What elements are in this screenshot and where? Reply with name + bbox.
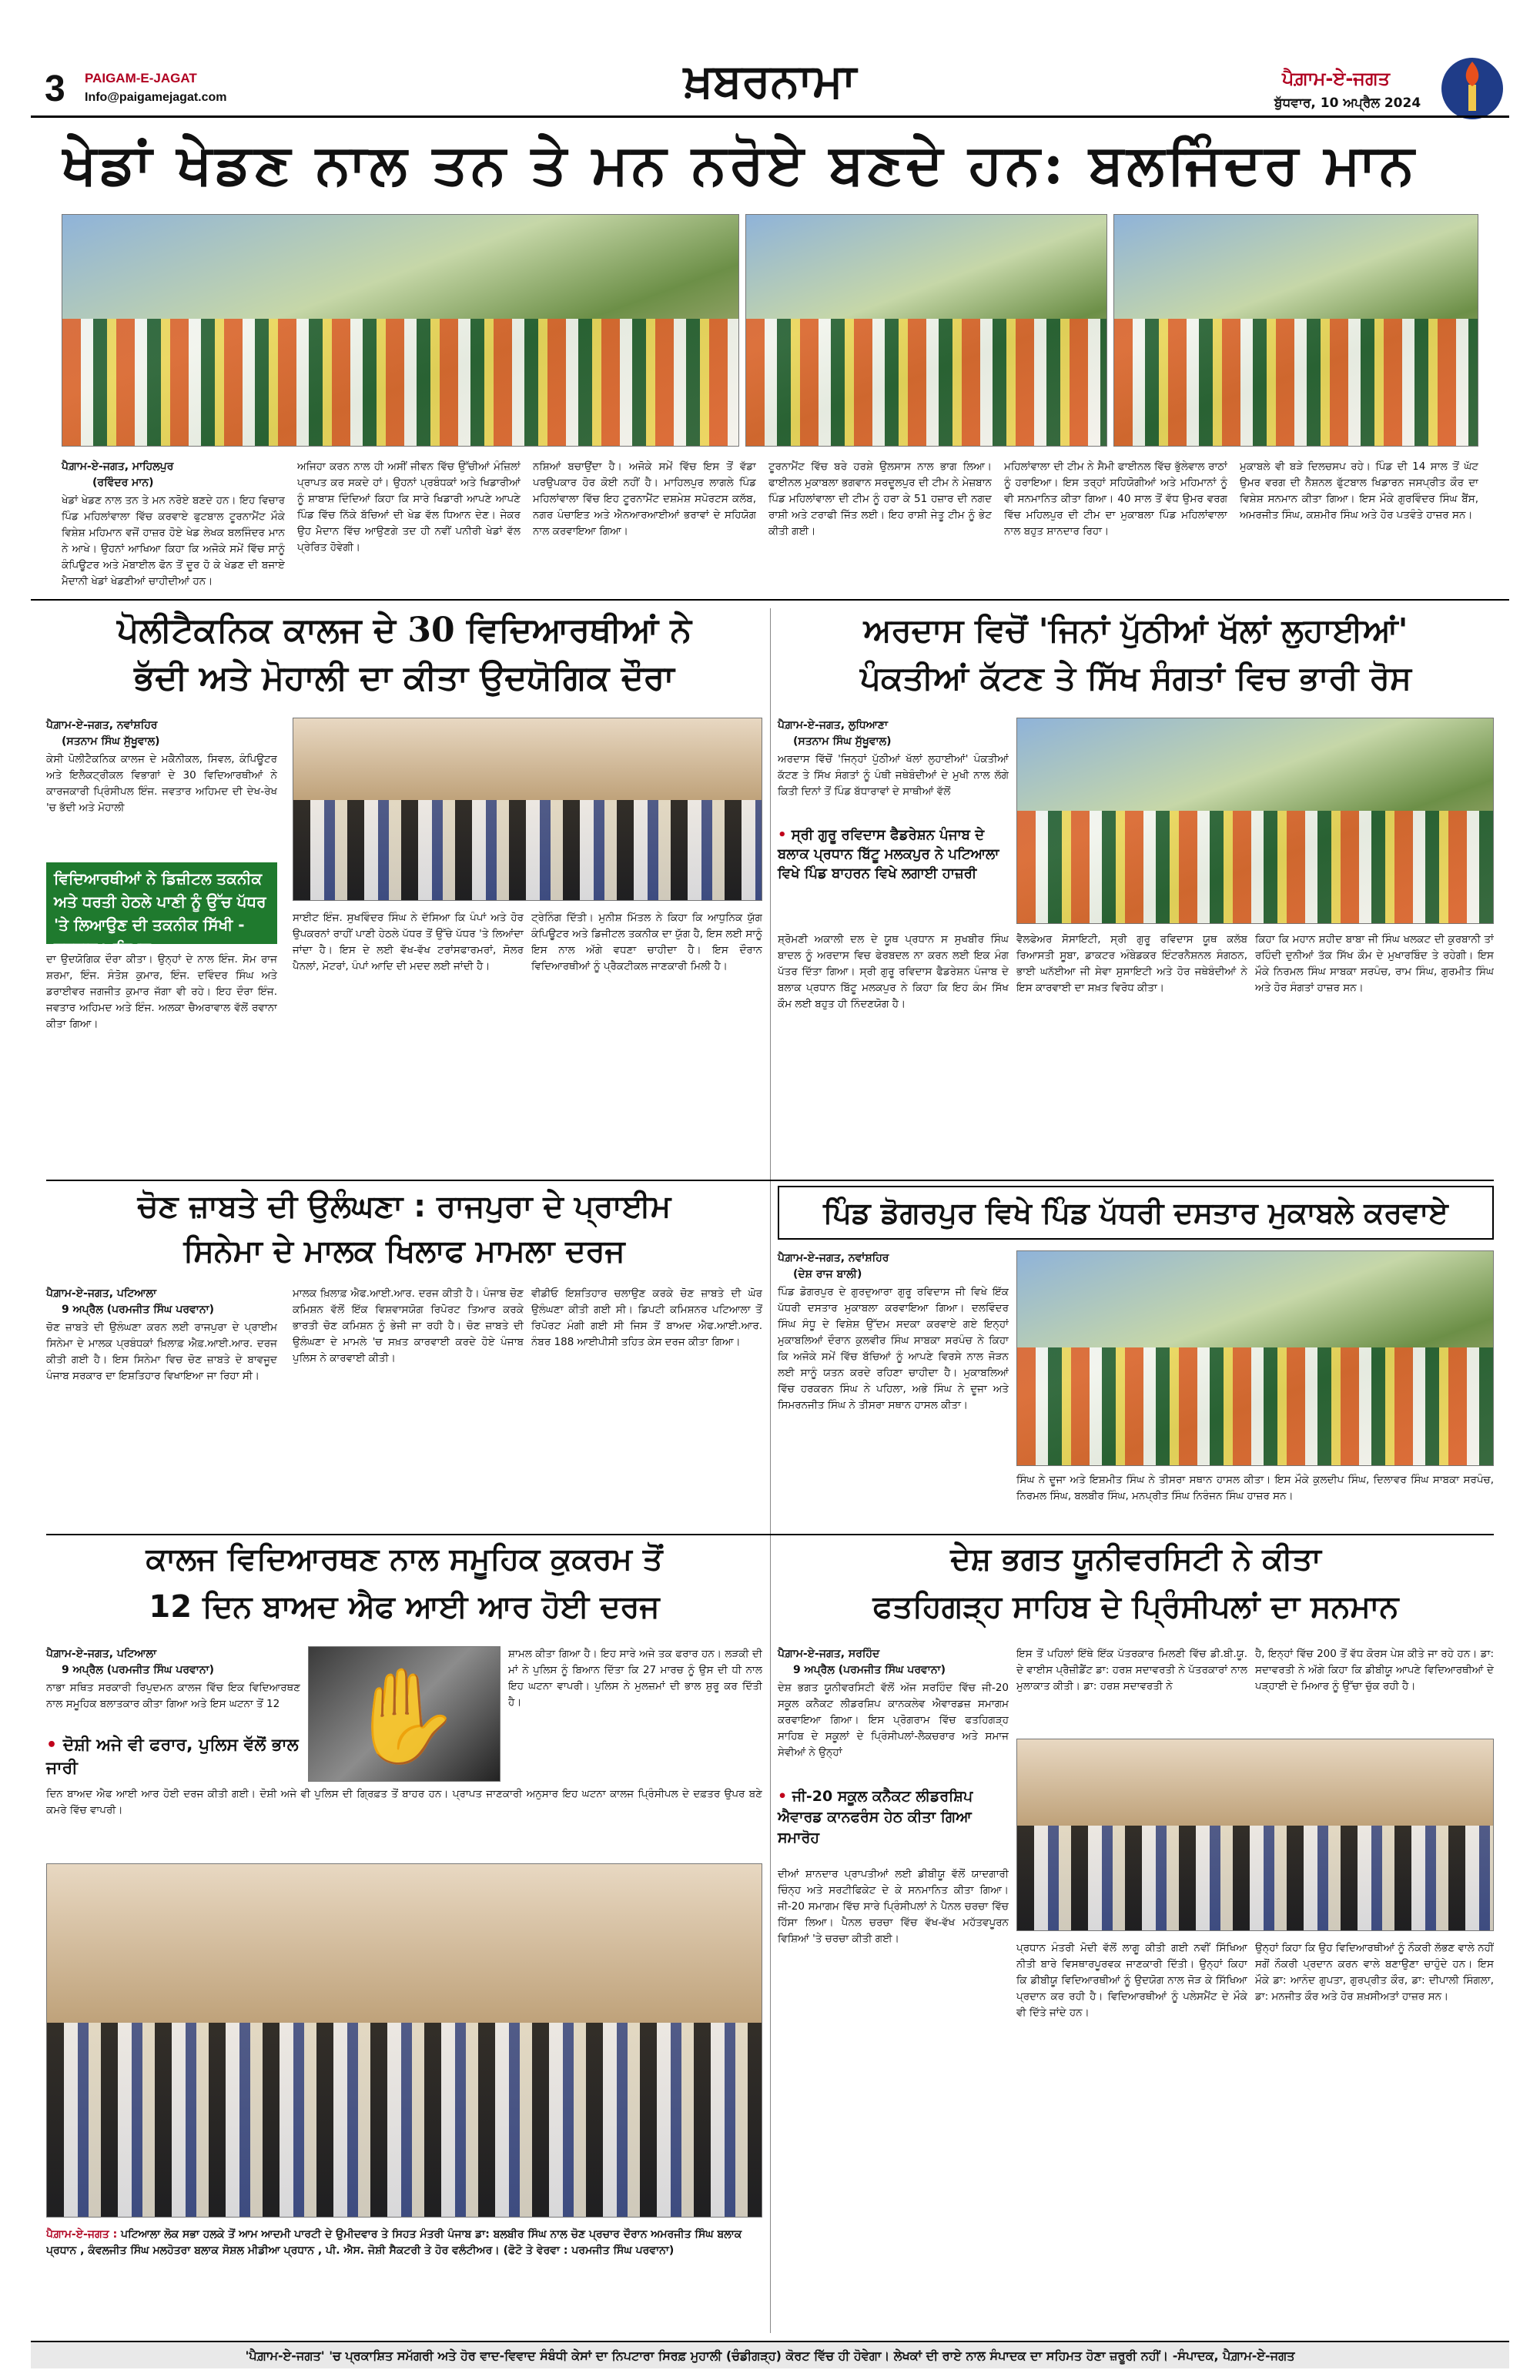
logo-text: ਪੈਗ਼ਾਮ-ਏ-ਜਗਤ	[1282, 68, 1391, 89]
section-title: ਖ਼ਬਰਨਾਮਾ	[683, 54, 857, 108]
story6-subhead	[46, 1734, 300, 1782]
story7-subhead	[778, 1786, 1009, 1862]
divider	[46, 1180, 1494, 1181]
story6-headline-line1: ਕਾਲਜ ਵਿਦਿਆਰਥਣ ਨਾਲ ਸਮੂਹਿਕ ਕੁਕਰਮ ਤੋਂ	[146, 1541, 663, 1577]
story6-column-2: ਸ਼ਾਮਲ ਕੀਤਾ ਗਿਆ ਹੈ। ਇਹ ਸਾਰੇ ਅਜੇ ਤਕ ਫਰਾਰ ਹਨ। ਲੜਕੀ ਦੀ ਮਾਂ ਨੇ ਪੁਲਿਸ ਨੂੰ ਬਿਆਨ ਦਿੱਤਾ ਕਿ 27 ਮਾਰਚ ਨੂੰ ਉਸ ਦੀ ਧੀ ਨਾਲ ਇਹ ਘਟਨਾ ਵਾਪਰੀ। ਪੁਲਿਸ ਨੇ ਮੁਲਜ਼ਮਾਂ ਦੀ ਭਾਲ ਸ਼ੁਰੂ ਕਰ ਦਿੱਤੀ ਹੈ।	[508, 1648, 762, 1709]
story5-caption: ਸਿੰਘ ਨੇ ਦੂਜਾ ਅਤੇ ਇਸ਼ਮੀਤ ਸਿੰਘ ਨੇ ਤੀਸਰਾ ਸਥਾਨ ਹਾਸਲ ਕੀਤਾ। ਇਸ ਮੌਕੇ ਕੁਲਦੀਪ ਸਿੰਘ, ਦਿਲਾਵਰ ਸਿੰਘ ਸਾਬਕਾ ਸਰਪੰਚ, ਨਿਰਮਲ ਸਿੰਘ, ਬਲਬੀਰ ਸਿੰਘ, ਮਨਪ੍ਰੀਤ ਸਿੰਘ ਨਿਰੰਜਨ ਸਿੰਘ ਹਾਜ਼ਰ ਸਨ।	[1016, 1474, 1494, 1502]
story3-intro: ਅਰਦਾਸ ਵਿੱਚੋਂ 'ਜਿਨ੍ਹਾਂ ਪੁੱਠੀਆਂ ਖੱਲਾਂ ਲੁਹਾਈਆਂ' ਪੰਕਤੀਆਂ ਕੱਟਣ ਤੇ ਸਿੱਖ ਸੰਗਤਾਂ ਨੂੰ ਪੰਥੀ ਜਥੇਬੰਦੀਆਂ ਦੇ ਮੁਖੀ ਨਾਲ ਲੱਗੇ ਕਿਤੀ ਦਿਨਾਂ ਤੋਂ ਪਿੰਡ ਬੱਧਾਰਾਵਾਂ ਦੇ ਸਾਥੀਆਂ ਵੱਲੋਂ	[778, 753, 1009, 798]
story3-column-2: ਵੈਲਫੇਅਰ ਸੋਸਾਇਟੀ, ਸ੍ਰੀ ਗੁਰੂ ਰਵਿਦਾਸ ਯੂਥ ਕਲੱਬ ਰਿਆਸਤੀ ਸੂਬਾ, ਡਾਕਟਰ ਅੰਬੇਡਕਰ ਇੰਟਰਨੈਸ਼ਨਲ ਸੰਗਠਨ, ਭਾਈ ਘਨੱਈਆ ਜੀ ਸੇਵਾ ਸੁਸਾਇਟੀ ਅਤੇ ਹੋਰ ਜਥੇਬੰਦੀਆਂ ਨੇ ਇਸ ਕਾਰਵਾਈ ਦਾ ਸਖ਼ਤ ਵਿਰੋਧ ਕੀਤਾ।	[1016, 933, 1247, 994]
story6-reporter: 9 ਅਪ੍ਰੈਲ (ਪਰਮਜੀਤ ਸਿੰਘ ਪਰਵਾਨਾ)	[62, 1664, 214, 1676]
story7-dateline: ਪੈਗ਼ਾਮ-ਏ-ਜਗਤ, ਸਰਹਿੰਦ	[778, 1648, 880, 1660]
story1-reporter: (ਰਵਿੰਦਰ ਮਾਨ)	[92, 477, 154, 489]
column-divider	[770, 608, 771, 2333]
story6-column-1: ਦਿਨ ਬਾਅਦ ਐਫ ਆਈ ਆਰ ਹੋਈ ਦਰਜ ਕੀਤੀ ਗਈ। ਦੋਸ਼ੀ ਅਜੇ ਵੀ ਪੁਲਿਸ ਦੀ ਗ੍ਰਿਫ਼ਤ ਤੋਂ ਬਾਹਰ ਹਨ। ਪ੍ਰਾਪਤ ਜਾਣਕਾਰੀ ਅਨੁਸਾਰ ਇਹ ਘਟਨਾ ਕਾਲਜ ਪ੍ਰਿੰਸੀਪਲ ਦੇ ਦਫ਼ਤਰ ਉਪਰ ਬਣੇ ਕਮਰੇ ਵਿੱਚ ਵਾਪਰੀ।	[46, 1788, 762, 1816]
masthead-rule	[31, 115, 1509, 118]
divider	[31, 599, 1509, 601]
story6-subhead-text: ਦੋਸ਼ੀ ਅਜੇ ਵੀ ਫਰਾਰ, ਪੁਲਿਸ ਵੱਲੋਂ ਭਾਲ ਜਾਰੀ	[46, 1736, 299, 1778]
story7-intro-3: ਹੈ, ਇਨ੍ਹਾਂ ਵਿੱਚ 200 ਤੋਂ ਵੱਧ ਕੋਰਸ ਪੇਸ਼ ਕੀਤੇ ਜਾ ਰਹੇ ਹਨ। ਡਾ: ਸਦਾਵਰਤੀ ਨੇ ਅੱਗੇ ਕਿਹਾ ਕਿ ਡੀਬੀਯੂ ਆਪਣੇ ਵਿਦਿਆਰਥੀਆਂ ਦੇ ਪੜ੍ਹਾਈ ਦੇ ਮਿਆਰ ਨੂੰ ਉੱਚਾ ਚੁੱਕ ਰਹੀ ਹੈ।	[1255, 1648, 1494, 1692]
story7-headline-line1: ਦੇਸ਼ ਭਗਤ ਯੂਨੀਵਰਸਿਟੀ ਨੇ ਕੀਤਾ	[950, 1541, 1321, 1577]
story4-column-1: ਚੋਣ ਜ਼ਾਬਤੇ ਦੀ ਉਲੰਘਣਾ ਕਰਨ ਲਈ ਰਾਜਪੁਰਾ ਦੇ ਪ੍ਰਾਈਮ ਸਿਨੇਮਾ ਦੇ ਮਾਲਕ ਪ੍ਰਬੰਧਕਾਂ ਖ਼ਿਲਾਫ਼ ਐਫ਼.ਆਈ.ਆਰ. ਦਰਜ ਕੀਤੀ ਗਈ ਹੈ। ਇਸ ਸਿਨੇਮਾ ਵਿਚ ਚੋਣ ਜ਼ਾਬਤੇ ਦੇ ਬਾਵਜੂਦ ਪੰਜਾਬ ਸਰਕਾਰ ਦਾ ਇਸ਼ਤਿਹਾਰ ਵਿਖਾਇਆ ਜਾ ਰਿਹਾ ਸੀ।	[46, 1321, 277, 1382]
photo-credit: (ਫੋਟੋ ਤੇ ਵੇਰਵਾ : ਪਰਮਜੀਤ ਸਿੰਘ ਪਰਵਾਨਾ)	[503, 2244, 675, 2257]
story7-column-2: ਪ੍ਰਧਾਨ ਮੰਤਰੀ ਮੋਦੀ ਵੱਲੋਂ ਲਾਗੂ ਕੀਤੀ ਗਈ ਨਵੀਂ ਸਿੱਖਿਆ ਨੀਤੀ ਬਾਰੇ ਵਿਸਥਾਰਪੂਰਵਕ ਜਾਣਕਾਰੀ ਦਿੱਤੀ। ਉਨ੍ਹਾਂ ਕਿਹਾ ਕਿ ਡੀਬੀਯੂ ਵਿਦਿਆਰਥੀਆਂ ਨੂੰ ਉਦਯੋਗ ਨਾਲ ਜੋੜ ਕੇ ਸਿੱਖਿਆ ਪ੍ਰਦਾਨ ਕਰ ਰਹੀ ਹੈ। ਵਿਦਿਆਰਥੀਆਂ ਨੂੰ ਪਲੇਸਮੈਂਟ ਦੇ ਮੌਕੇ ਵੀ ਦਿੱਤੇ ਜਾਂਦੇ ਹਨ।	[1016, 1942, 1247, 2019]
story2-pull-quote: ਵਿਦਿਆਰਥੀਆਂ ਨੇ ਡਿਜ਼ੀਟਲ ਤਕਨੀਕ ਅਤੇ ਧਰਤੀ ਹੇਠਲੇ ਪਾਣੀ ਨੂੰ ਉੱਚ ਪੱਧਰ 'ਤੇ ਲਿਆਉਣ ਦੀ ਤਕਨੀਕ ਸਿੱਖੀ - ਜਵਤਾਰ ਅਹਿਮਦ	[46, 862, 277, 944]
story3-headline-line1: ਅਰਦਾਸ ਵਿਚੋਂ 'ਜਿਨਾਂ ਪੁੱਠੀਆਂ ਖੱਲਾਂ ਲੁਹਾਈਆਂ'	[863, 611, 1408, 649]
story3-column-3: ਕਿਹਾ ਕਿ ਮਹਾਨ ਸ਼ਹੀਦ ਬਾਬਾ ਜੀ ਸਿੰਘ ਖਲਕਟ ਦੀ ਕੁਰਬਾਨੀ ਤਾਂ ਰਹਿੰਦੀ ਦੁਨੀਆਂ ਤੱਕ ਸਿੱਖ ਕੌਮ ਦੇ ਮੁਖਾਰਬਿੰਦ ਤੇ ਰਹੇਗੀ। ਇਸ ਮੌਕੇ ਨਿਰਮਲ ਸਿੰਘ ਸਾਬਕਾ ਸਰਪੰਚ, ਰਾਮ ਸਿੰਘ, ਗੁਰਮੀਤ ਸਿੰਘ ਅਤੇ ਹੋਰ ਸੰਗਤਾਂ ਹਾਜ਼ਰ ਸਨ।	[1255, 933, 1494, 994]
campaign-group-photo	[46, 1863, 762, 2218]
bullet-icon: •	[46, 1736, 63, 1755]
story4-dateline: ਪੈਗ਼ਾਮ-ਏ-ਜਗਤ, ਪਟਿਆਲਾ	[46, 1287, 157, 1300]
lead-headline: ਖੇਡਾਂ ਖੇਡਣ ਨਾਲ ਤਨ ਤੇ ਮਨ ਨਰੋਏ ਬਣਦੇ ਹਨ: ਬਲਜਿੰਦਰ ਮਾਨ	[62, 131, 1418, 196]
story1-column-4: ਟੂਰਨਾਮੈਂਟ ਵਿੱਚ ਬਰੇ ਹਰਸ਼ੇ ਉਲਸਾਸ ਨਾਲ ਭਾਗ ਲਿਆ। ਫਾਈਨਲ ਮੁਕਾਬਲਾ ਭਗਵਾਨ ਸਰਦੂਲਪੁਰ ਦੀ ਟੀਮ ਨੇ ਮੇਜ਼ਬਾਨ ਪਿੰਡ ਮਹਿਲਾਂਵਾਲਾ ਦੀ ਟੀਮ ਨੂੰ ਹਰਾ ਕੇ 51 ਹਜ਼ਾਰ ਦੀ ਨਗਦ ਰਾਸ਼ੀ ਅਤੇ ਟਰਾਫੀ ਜਿੱਤ ਲਈ। ਇਹ ਰਾਸ਼ੀ ਜੇਤੂ ਟੀਮ ਨੂੰ ਭੇਟ ਕੀਤੀ ਗਈ।	[768, 460, 992, 537]
story1-column-5: ਮਹਿਲਾਂਵਾਲਾ ਦੀ ਟੀਮ ਨੇ ਸੈਮੀ ਫਾਈਨਲ ਵਿੱਚ ਭੁੱਲੇਵਾਲ ਰਾਠਾਂ ਨੂੰ ਹਰਾਇਆ। ਇਸ ਤਰ੍ਹਾਂ ਸਹਿਯੋਗੀਆਂ ਅਤੇ ਮਹਿਮਾਨਾਂ ਨੂੰ ਵੀ ਸਨਮਾਨਿਤ ਕੀਤਾ ਗਿਆ। 40 ਸਾਲ ਤੋਂ ਵੱਧ ਉਮਰ ਵਰਗ ਵਿੱਚ ਮਹਿਲਪੁਰ ਦੀ ਟੀਮ ਦਾ ਮੁਕਾਬਲਾ ਪਿੰਡ ਮਹਿਲਾਂਵਾਲਾ ਨਾਲ ਬਹੁਤ ਸ਼ਾਨਦਾਰ ਰਿਹਾ।	[1004, 460, 1227, 537]
protest-group-photo	[1016, 718, 1494, 924]
bullet-icon: •	[778, 827, 792, 843]
brand-name: PAIGAM-E-JAGAT	[85, 71, 197, 85]
story7-subhead-text: ਜੀ-20 ਸਕੂਲ ਕਨੈਕਟ ਲੀਡਰਸ਼ਿਪ ਐਵਾਰਡ ਕਾਨਫਰੰਸ ਹੇਠ ਕੀਤਾ ਗਿਆ ਸਮਾਰੋਹ	[778, 1788, 973, 1846]
caption-lead: ਪੈਗ਼ਾਮ-ਏ-ਜਗਤ :	[46, 2228, 118, 2241]
story2-intro: ਕੇਸੀ ਪੋਲੀਟੈਕਨਿਕ ਕਾਲਜ ਦੇ ਮਕੈਨੀਕਲ, ਸਿਵਲ, ਕੰਪਿਊਟਰ ਅਤੇ ਇਲੈਕਟ੍ਰੀਕਲ ਵਿਭਾਗਾਂ ਦੇ 30 ਵਿਦਿਆਰਥੀਆਂ ਨੇ ਕਾਰਜਕਾਰੀ ਪ੍ਰਿੰਸੀਪਲ ਇੰਜ. ਜਵਤਾਰ ਅਹਿਮਦ ਦੀ ਦੇਖ-ਰੇਖ 'ਚ ਭੱਦੀ ਅਤੇ ਮੋਹਾਲੀ	[46, 753, 277, 814]
story7-intro-2: ਇਸ ਤੋਂ ਪਹਿਲਾਂ ਇੱਥੇ ਇੱਕ ਪੱਤਰਕਾਰ ਮਿਲਣੀ ਵਿੱਚ ਡੀ.ਬੀ.ਯੂ. ਦੇ ਵਾਈਸ ਪ੍ਰੈਜ਼ੀਡੈਂਟ ਡਾ: ਹਰਸ਼ ਸਦਾਵਰਤੀ ਨੇ ਪੱਤਰਕਾਰਾਂ ਨਾਲ ਮੁਲਾਕਾਤ ਕੀਤੀ। ਡਾ: ਹਰਸ਼ ਸਦਾਵਰਤੀ ਨੇ	[1016, 1648, 1247, 1692]
story5-headline: ਪਿੰਡ ਡੋਗਰਪੁਰ ਵਿਖੇ ਪਿੰਡ ਪੱਧਰੀ ਦਸਤਾਰ ਮੁਕਾਬਲੇ ਕਰਵਾਏ	[778, 1186, 1494, 1240]
caption-text: ਪਟਿਆਲਾ ਲੋਕ ਸਭਾ ਹਲਕੇ ਤੋਂ ਆਮ ਆਦਮੀ ਪਾਰਟੀ ਦੇ ਉਮੀਦਵਾਰ ਤੇ ਸਿਹਤ ਮੰਤਰੀ ਪੰਜਾਬ ਡਾ: ਬਲਬੀਰ ਸਿੰਘ ਨਾਲ ਚੋਣ ਪ੍ਰਚਾਰ ਦੌਰਾਨ ਅਮਰਜੀਤ ਸਿੰਘ ਬਲਾਕ ਪ੍ਰਧਾਨ , ਕੰਵਲਜੀਤ ਸਿੰਘ ਮਲਹੋਤਰਾ ਬਲਾਕ ਸੋਸ਼ਲ ਮੀਡੀਆ ਪ੍ਰਧਾਨ , ਪੀ. ਐਸ. ਜੋਸ਼ੀ ਸੈਕਟਰੀ ਤੇ ਹੋਰ ਵਲੰਟੀਅਰ।	[46, 2228, 742, 2257]
story5-dateline: ਪੈਗ਼ਾਮ-ਏ-ਜਗਤ, ਨਵਾਂਸ਼ਹਿਰ	[778, 1252, 889, 1264]
story5-reporter: (ਦੇਸ਼ ਰਾਜ ਬਾਲੀ)	[793, 1268, 862, 1280]
story2-column-1: ਦਾ ਉਦਯੋਗਿਕ ਦੌਰਾ ਕੀਤਾ। ਉਨ੍ਹਾਂ ਦੇ ਨਾਲ ਇੰਜ. ਸੋਮ ਰਾਜ ਸ਼ਰਮਾ, ਇੰਜ. ਸੰਤੋਸ਼ ਕੁਮਾਰ, ਇੰਜ. ਦਵਿੰਦਰ ਸਿੰਘ ਅਤੇ ਡਰਾਈਵਰ ਜਗਜੀਤ ਕੁਮਾਰ ਜੱਗਾ ਵੀ ਰਹੇ। ਇਹ ਦੌਰਾ ਇੰਜ. ਜਵਤਾਰ ਅਹਿਮਦ ਅਤੇ ਇੰਜ. ਅਲਕਾ ਚੈਅਰਾਵਾਲ ਵੱਲੋਂ ਰਵਾਨਾ ਕੀਤਾ ਗਿਆ।	[46, 953, 277, 1030]
story2-column-2: ਸਾਈਟ ਇੰਜ. ਸੁਖਵਿੰਦਰ ਸਿੰਘ ਨੇ ਦੱਸਿਆ ਕਿ ਪੰਪਾਂ ਅਤੇ ਹੋਰ ਉਪਕਰਨਾਂ ਰਾਹੀਂ ਪਾਣੀ ਹੇਠਲੇ ਪੱਧਰ ਤੋਂ ਉੱਚੇ ਪੱਧਰ 'ਤੇ ਲਿਆਂਦਾ ਜਾਂਦਾ ਹੈ। ਇਸ ਦੇ ਲਈ ਵੱਖ-ਵੱਖ ਟਰਾਂਸਫਾਰਮਰਾਂ, ਸੋਲਰ ਪੈਨਲਾਂ, ਮੋਟਰਾਂ, ਪੰਪਾਂ ਆਦਿ ਦੀ ਮਦਦ ਲਈ ਜਾਂਦੀ ਹੈ।	[293, 912, 524, 972]
football-award-photo	[745, 214, 1107, 447]
page-number: 3	[45, 69, 65, 109]
bottom-photo-caption	[46, 2227, 762, 2327]
story4-column-2: ਮਾਲਕ ਖ਼ਿਲਾਫ਼ ਐਫ.ਆਈ.ਆਰ. ਦਰਜ ਕੀਤੀ ਹੈ। ਪੰਜਾਬ ਚੋਣ ਕਮਿਸ਼ਨ ਵੱਲੋਂ ਇੱਕ ਵਿਸ਼ਵਾਸਯੋਗ ਰਿਪੋਰਟ ਤਿਆਰ ਕਰਕੇ ਭਾਰਤੀ ਚੋਣ ਕਮਿਸ਼ਨ ਨੂੰ ਭੇਜੀ ਜਾ ਰਹੀ ਹੈ। ਚੋਣ ਜ਼ਾਬਤੇ ਦੀ ਉਲੰਘਣਾ ਦੇ ਮਾਮਲੇ 'ਚ ਸਖ਼ਤ ਕਾਰਵਾਈ ਕਰਦੇ ਹੋਏ ਪੰਜਾਬ ਪੁਲਿਸ ਨੇ ਕਾਰਵਾਈ ਕੀਤੀ।	[293, 1287, 524, 1364]
story3-column-1: ਸ਼੍ਰੋਮਣੀ ਅਕਾਲੀ ਦਲ ਦੇ ਯੂਥ ਪ੍ਰਧਾਨ ਸ ਸੁਖਬੀਰ ਸਿੰਘ ਬਾਦਲ ਨੂੰ ਅਰਦਾਸ ਵਿਚ ਫੇਰਬਦਲ ਨਾ ਕਰਨ ਲਈ ਇਕ ਮੰਗ ਪੱਤਰ ਦਿੱਤਾ ਗਿਆ। ਸ੍ਰੀ ਗੁਰੂ ਰਵਿਦਾਸ ਫੈਡਰੇਸ਼ਨ ਪੰਜਾਬ ਦੇ ਬਲਾਕ ਪ੍ਰਧਾਨ ਬਿੱਟੂ ਮਲਕਪੁਰ ਨੇ ਕਿਹਾ ਕਿ ਇਹ ਕੰਮ ਸਿੱਖ ਕੌਮ ਲਈ ਬਹੁਤ ਹੀ ਨਿੰਦਣਯੋਗ ਹੈ।	[778, 933, 1009, 1010]
contact-email[interactable]: Info@paigamejagat.com	[85, 91, 227, 104]
story3-headline-line2: ਪੰਕਤੀਆਂ ਕੱਟਣ ਤੇ ਸਿੱਖ ਸੰਗਤਾਂ ਵਿਚ ਭਾਰੀ ਰੋਸ	[860, 659, 1411, 697]
university-felicitation-photo	[1016, 1739, 1494, 1931]
hand-icon: ✋	[346, 1662, 462, 1770]
story7-reporter: 9 ਅਪ੍ਰੈਲ (ਪਰਮਜੀਤ ਸਿੰਘ ਪਰਵਾਨਾ)	[793, 1664, 946, 1676]
masthead	[0, 0, 1540, 115]
football-team-photo	[62, 214, 739, 447]
story1-column-6: ਮੁਕਾਬਲੇ ਵੀ ਬੜੇ ਦਿਲਚਸਪ ਰਹੇ। ਪਿੰਡ ਦੀ 14 ਸਾਲ ਤੋਂ ਘੱਟ ਉਮਰ ਵਰਗ ਦੀ ਨੈਸ਼ਨਲ ਫੁੱਟਬਾਲ ਖਿਡਾਰਨ ਜਸਪ੍ਰੀਤ ਕੌਰ ਦਾ ਵਿਸ਼ੇਸ਼ ਸਨਮਾਨ ਕੀਤਾ ਗਿਆ। ਇਸ ਮੌਕੇ ਗੁਰਵਿੰਦਰ ਸਿੰਘ ਬੈਂਸ, ਅਮਰਜੀਤ ਸਿੰਘ, ਕਸ਼ਮੀਰ ਸਿੰਘ ਅਤੇ ਹੋਰ ਪਤਵੰਤੇ ਹਾਜ਼ਰ ਸਨ।	[1240, 460, 1478, 521]
story3-dateline: ਪੈਗ਼ਾਮ-ਏ-ਜਗਤ, ਲੁਧਿਆਣਾ	[778, 719, 889, 731]
footer-disclaimer: 'ਪੈਗ਼ਾਮ-ਏ-ਜਗਤ' 'ਚ ਪ੍ਰਕਾਸ਼ਿਤ ਸਮੱਗਰੀ ਅਤੇ ਹੋਰ ਵਾਦ-ਵਿਵਾਦ ਸੰਬੰਧੀ ਕੇਸਾਂ ਦਾ ਨਿਪਟਾਰਾ ਸਿਰਫ਼ ਮੁਹਾਲੀ (ਚੰਡੀਗੜ੍ਹ) ਕੋਰਟ ਵਿੱਚ ਹੀ ਹੋਵੇਗਾ। ਲੇਖਕਾਂ ਦੀ ਰਾਏ ਨਾਲ ਸੰਪਾਦਕ ਦਾ ਸਹਿਮਤ ਹੋਣਾ ਜ਼ਰੂਰੀ ਨਹੀਂ। -ਸੰਪਾਦਕ, ਪੈਗ਼ਾਮ-ਏ-ਜਗਤ	[31, 2341, 1509, 2368]
story5-body: ਪਿੰਡ ਡੋਗਰਪੁਰ ਦੇ ਗੁਰਦੁਆਰਾ ਗੁਰੂ ਰਵਿਦਾਸ ਜੀ ਵਿਖੇ ਇੱਕ ਪੱਧਰੀ ਦਸਤਾਰ ਮੁਕਾਬਲਾ ਕਰਵਾਇਆ ਗਿਆ। ਦਲਵਿੰਦਰ ਸਿੰਘ ਸੰਧੂ ਦੇ ਵਿਸ਼ੇਸ਼ ਉੱਦਮ ਸਦਕਾ ਕਰਵਾਏ ਗਏ ਇਨ੍ਹਾਂ ਮੁਕਾਬਲਿਆਂ ਦੌਰਾਨ ਕੁਲਵੀਰ ਸਿੰਘ ਸਾਬਕਾ ਸਰਪੰਚ ਨੇ ਕਿਹਾ ਕਿ ਅਜੋਕੇ ਸਮੇਂ ਵਿੱਚ ਬੱਚਿਆਂ ਨੂੰ ਆਪਣੇ ਵਿਰਸੇ ਨਾਲ ਜੋੜਨ ਲਈ ਸਾਨੂੰ ਯਤਨ ਕਰਦੇ ਰਹਿਣਾ ਚਾਹੀਦਾ ਹੈ। ਮੁਕਾਬਲਿਆਂ ਵਿੱਚ ਹਰਕਰਨ ਸਿੰਘ ਨੇ ਪਹਿਲਾ, ਅਭੇ ਸਿੰਘ ਨੇ ਦੂਜਾ ਅਤੇ ਸਿਮਰਨਜੀਤ ਸਿੰਘ ਨੇ ਤੀਸਰਾ ਸਥਾਨ ਹਾਸਲ ਕੀਤਾ।	[778, 1286, 1009, 1411]
story3-subhead-text: ਸ੍ਰੀ ਗੁਰੂ ਰਵਿਦਾਸ ਫੈਡਰੇਸ਼ਨ ਪੰਜਾਬ ਦੇ ਬਲਾਕ ਪ੍ਰਧਾਨ ਬਿੱਟੂ ਮਲਕਪੁਰ ਨੇ ਪਟਿਆਲਾ ਵਿਖੇ ਪਿੰਡ ਬਾਹਰਨ ਵਿਖੇ ਲਗਾਈ ਹਾਜ਼ਰੀ	[778, 827, 999, 882]
story6-intro: ਨਾਭਾ ਸਥਿਤ ਸਰਕਾਰੀ ਰਿਪੁਦਮਨ ਕਾਲਜ ਵਿੱਚ ਇਕ ਵਿਦਿਆਰਥਣ ਨਾਲ ਸਮੂਹਿਕ ਬਲਾਤਕਾਰ ਕੀਤਾ ਗਿਆ ਅਤੇ ਇਸ ਘਟਨਾ ਤੋਂ 12	[46, 1682, 300, 1710]
story2-headline-line2: ਭੱਦੀ ਅਤੇ ਮੋਹਾਲੀ ਦਾ ਕੀਤਾ ਉਦਯੋਗਿਕ ਦੌਰਾ	[134, 658, 675, 698]
story3-subhead	[778, 825, 1009, 926]
story7-column-1: ਦੀਆਂ ਸ਼ਾਨਦਾਰ ਪ੍ਰਾਪਤੀਆਂ ਲਈ ਡੀਬੀਯੂ ਵੱਲੋਂ ਯਾਦਗਾਰੀ ਚਿੰਨ੍ਹ ਅਤੇ ਸਰਟੀਫਿਕੇਟ ਦੇ ਕੇ ਸਨਮਾਨਿਤ ਕੀਤਾ ਗਿਆ। ਜੀ-20 ਸਮਾਗਮ ਵਿੱਚ ਸਾਰੇ ਪ੍ਰਿੰਸੀਪਲਾਂ ਨੇ ਪੈਨਲ ਚਰਚਾ ਵਿੱਚ ਹਿੱਸਾ ਲਿਆ। ਪੈਨਲ ਚਰਚਾ ਵਿੱਚ ਵੱਖ-ਵੱਖ ਮਹੱਤਵਪੂਰਨ ਵਿਸ਼ਿਆਂ 'ਤੇ ਚਰਚਾ ਕੀਤੀ ਗਈ।	[778, 1868, 1009, 1945]
story1-column-3: ਨਸ਼ਿਆਂ ਬਚਾਉਂਦਾ ਹੈ। ਅਜੋਕੇ ਸਮੇਂ ਵਿੱਚ ਇਸ ਤੋਂ ਵੱਡਾ ਪਰਉਪਕਾਰ ਹੋਰ ਕੋਈ ਨਹੀਂ ਹੈ। ਮਾਹਿਲਪੁਰ ਲਾਗਲੇ ਪਿੰਡ ਮਹਿਲਾਂਵਾਲਾ ਵਿੱਚ ਇਹ ਟੂਰਨਾਮੈਂਟ ਦਸ਼ਮੇਸ਼ ਸਪੋਰਟਸ ਕਲੱਬ, ਨਗਰ ਪੰਚਾਇਤ ਅਤੇ ਐਨਆਰਆਈਆਂ ਭਰਾਵਾਂ ਦੇ ਸਹਿਯੋਗ ਨਾਲ ਕਰਵਾਇਆ ਗਿਆ।	[533, 460, 756, 537]
crime-illustration-photo	[308, 1646, 500, 1782]
story7-headline-line2: ਫਤਹਿਗੜ੍ਹ ਸਾਹਿਬ ਦੇ ਪ੍ਰਿੰਸੀਪਲਾਂ ਦਾ ਸਨਮਾਨ	[872, 1589, 1399, 1625]
story2-headline-line1: ਪੋਲੀਟੈਕਨਿਕ ਕਾਲਜ ਦੇ 30 ਵਿਦਿਆਰਥੀਆਂ ਨੇ	[116, 611, 692, 650]
issue-date: ਬੁੱਧਵਾਰ, 10 ਅਪ੍ਰੈਲ 2024	[1274, 95, 1421, 111]
story7-intro: ਦੇਸ਼ ਭਗਤ ਯੂਨੀਵਰਸਿਟੀ ਵੱਲੋਂ ਅੱਜ ਸਰਹਿੰਦ ਵਿੱਚ ਜੀ-20 ਸਕੂਲ ਕਨੈਕਟ ਲੀਡਰਸ਼ਿਪ ਕਾਨਕਲੇਵ ਐਵਾਰਡਜ਼ ਸਮਾਗਮ ਕਰਵਾਇਆ ਗਿਆ। ਇਸ ਪ੍ਰੋਗਰਾਮ ਵਿੱਚ ਫਤਹਿਗੜ੍ਹ ਸਾਹਿਬ ਦੇ ਸਕੂਲਾਂ ਦੇ ਪ੍ਰਿੰਸੀਪਲਾਂ-ਲੈਕਚਰਾਰ ਅਤੇ ਸਮਾਜ ਸੇਵੀਆਂ ਨੇ ਉਨ੍ਹਾਂ	[778, 1682, 1009, 1759]
torch-logo-icon	[1434, 54, 1511, 123]
story7-column-3: ਉਨ੍ਹਾਂ ਕਿਹਾ ਕਿ ਉਹ ਵਿਦਿਆਰਥੀਆਂ ਨੂੰ ਨੌਕਰੀ ਲੱਭਣ ਵਾਲੇ ਨਹੀਂ ਸਗੋਂ ਨੌਕਰੀ ਪ੍ਰਦਾਨ ਕਰਨ ਵਾਲੇ ਬਣਾਉਣਾ ਚਾਹੁੰਦੇ ਹਨ। ਇਸ ਮੌਕੇ ਡਾ: ਆਨੰਦ ਗੁਪਤਾ, ਗੁਰਪ੍ਰੀਤ ਕੌਰ, ਡਾ: ਦੀਪਾਲੀ ਸਿੰਗਲਾ, ਡਾ: ਮਨਜੀਤ ਕੌਰ ਅਤੇ ਹੋਰ ਸ਼ਖ਼ਸੀਅਤਾਂ ਹਾਜ਼ਰ ਸਨ।	[1255, 1942, 1494, 2003]
story4-column-3: ਵੀਡੀਓ ਇਸ਼ਤਿਹਾਰ ਚਲਾਉਣ ਕਰਕੇ ਚੋਣ ਜ਼ਾਬਤੇ ਦੀ ਘੋਰ ਉਲੰਘਣਾ ਕੀਤੀ ਗਈ ਸੀ। ਡਿਪਟੀ ਕਮਿਸ਼ਨਰ ਪਟਿਆਲਾ ਤੋਂ ਰਿਪੋਰਟ ਮੰਗੀ ਗਈ ਸੀ ਜਿਸ ਤੋਂ ਬਾਅਦ ਐਫ.ਆਈ.ਆਰ. ਨੰਬਰ 188 ਆਈਪੀਸੀ ਤਹਿਤ ਕੇਸ ਦਰਜ ਕੀਤਾ ਗਿਆ।	[531, 1287, 762, 1348]
story6-headline-line2: 12 ਦਿਨ ਬਾਅਦ ਐਫ ਆਈ ਆਰ ਹੋਈ ਦਰਜ	[149, 1589, 660, 1625]
turban-competition-photo	[1016, 1250, 1494, 1466]
story1-column-1: ਖੇਡਾਂ ਖੇਡਣ ਨਾਲ ਤਨ ਤੇ ਮਨ ਨਰੋਏ ਬਣਦੇ ਹਨ। ਇਹ ਵਿਚਾਰ ਪਿੰਡ ਮਹਿਲਾਂਵਾਲਾ ਵਿੱਚ ਕਰਵਾਏ ਫੁਟਬਾਲ ਟੂਰਨਾਮੈਂਟ ਮੌਕੇ ਵਿਸ਼ੇਸ਼ ਮਹਿਮਾਨ ਵਜੋਂ ਹਾਜ਼ਰ ਹੋਏ ਖੇਡ ਲੇਖਕ ਬਲਜਿੰਦਰ ਮਾਨ ਨੇ ਆਖੇ। ਉਹਨਾਂ ਆਖਿਆ ਕਿਹਾ ਕਿ ਅਜੋਕੇ ਸਮੇਂ ਵਿੱਚ ਸਾਨੂੰ ਕੰਪਿਊਟਰ ਅਤੇ ਮੋਬਾਈਲ ਫੋਨ ਤੋਂ ਦੂਰ ਹੋ ਕੇ ਖੇਡਣ ਦੀ ਬਜਾਏ ਮੈਦਾਨੀ ਖੇਡਾਂ ਖੇਡਣੀਆਂ ਚਾਹੀਦੀਆਂ ਹਨ।	[62, 494, 285, 587]
story1-column-2: ਅਜਿਹਾ ਕਰਨ ਨਾਲ ਹੀ ਅਸੀਂ ਜੀਵਨ ਵਿੱਚ ਉੱਚੀਆਂ ਮੰਜ਼ਿਲਾਂ ਪ੍ਰਾਪਤ ਕਰ ਸਕਦੇ ਹਾਂ। ਉਹਨਾਂ ਪ੍ਰਬੰਧਕਾਂ ਅਤੇ ਖਿਡਾਰੀਆਂ ਨੂੰ ਸ਼ਾਬਾਸ਼ ਦਿੰਦਿਆਂ ਕਿਹਾ ਕਿ ਸਾਰੇ ਖਿਡਾਰੀ ਆਪਣੇ ਆਪਣੇ ਪਿੰਡ ਵਿੱਚ ਨਿੱਕੇ ਬੱਚਿਆਂ ਦੀ ਖੇਡ ਵੱਲ ਧਿਆਨ ਦੇਣ। ਜੇਕਰ ਉਹ ਮੈਦਾਨ ਵਿੱਚ ਆਉਣਗੇ ਤਦ ਹੀ ਨਵੀਂ ਪਨੀਰੀ ਖੇਡਾਂ ਵੱਲ ਪ੍ਰੇਰਿਤ ਹੋਵੇਗੀ।	[297, 460, 521, 554]
divider	[46, 1534, 1494, 1535]
story3-reporter: (ਸਤਨਾਮ ਸਿੰਘ ਸੁੱਖੂਵਾਲ)	[793, 735, 892, 748]
story6-dateline: ਪੈਗ਼ਾਮ-ਏ-ਜਗਤ, ਪਟਿਆਲਾ	[46, 1648, 157, 1660]
story4-headline-line2: ਸਿਨੇਮਾ ਦੇ ਮਾਲਕ ਖਿਲਾਫ ਮਾਮਲਾ ਦਰਜ	[183, 1234, 625, 1269]
story2-reporter: (ਸਤਨਾਮ ਸਿੰਘ ਸੁੱਖੂਵਾਲ)	[62, 735, 160, 748]
story1-dateline: ਪੈਗ਼ਾਮ-ਏ-ਜਗਤ, ਮਾਹਿਲਪੁਰ	[62, 460, 174, 473]
story2-dateline: ਪੈਗ਼ਾਮ-ਏ-ਜਗਤ, ਨਵਾਂਸ਼ਹਿਰ	[46, 719, 158, 731]
bullet-icon: •	[778, 1788, 792, 1805]
polytechnic-students-photo	[293, 718, 762, 901]
story2-column-3: ਟ੍ਰੇਨਿੰਗ ਦਿੱਤੀ। ਮੁਨੀਸ਼ ਮਿੱਤਲ ਨੇ ਕਿਹਾ ਕਿ ਆਧੁਨਿਕ ਯੁੱਗ ਕੰਪਿਊਟਰ ਅਤੇ ਡਿਜੀਟਲ ਤਕਨੀਕ ਦਾ ਯੁੱਗ ਹੈ, ਇਸ ਲਈ ਸਾਨੂੰ ਇਸ ਨਾਲ ਅੱਗੇ ਵਧਣਾ ਚਾਹੀਦਾ ਹੈ। ਇਸ ਦੌਰਾਨ ਵਿਦਿਆਰਥੀਆਂ ਨੂੰ ਪ੍ਰੈਕਟੀਕਲ ਜਾਣਕਾਰੀ ਮਿਲੀ ਹੈ।	[531, 912, 762, 972]
football-felicitation-photo	[1113, 214, 1478, 447]
story4-reporter: 9 ਅਪ੍ਰੈਲ (ਪਰਮਜੀਤ ਸਿੰਘ ਪਰਵਾਨਾ)	[62, 1304, 214, 1316]
story4-headline-line1: ਚੋਣ ਜ਼ਾਬਤੇ ਦੀ ਉਲੰਘਣਾ : ਰਾਜਪੁਰਾ ਦੇ ਪ੍ਰਾਈਮ	[137, 1189, 671, 1224]
